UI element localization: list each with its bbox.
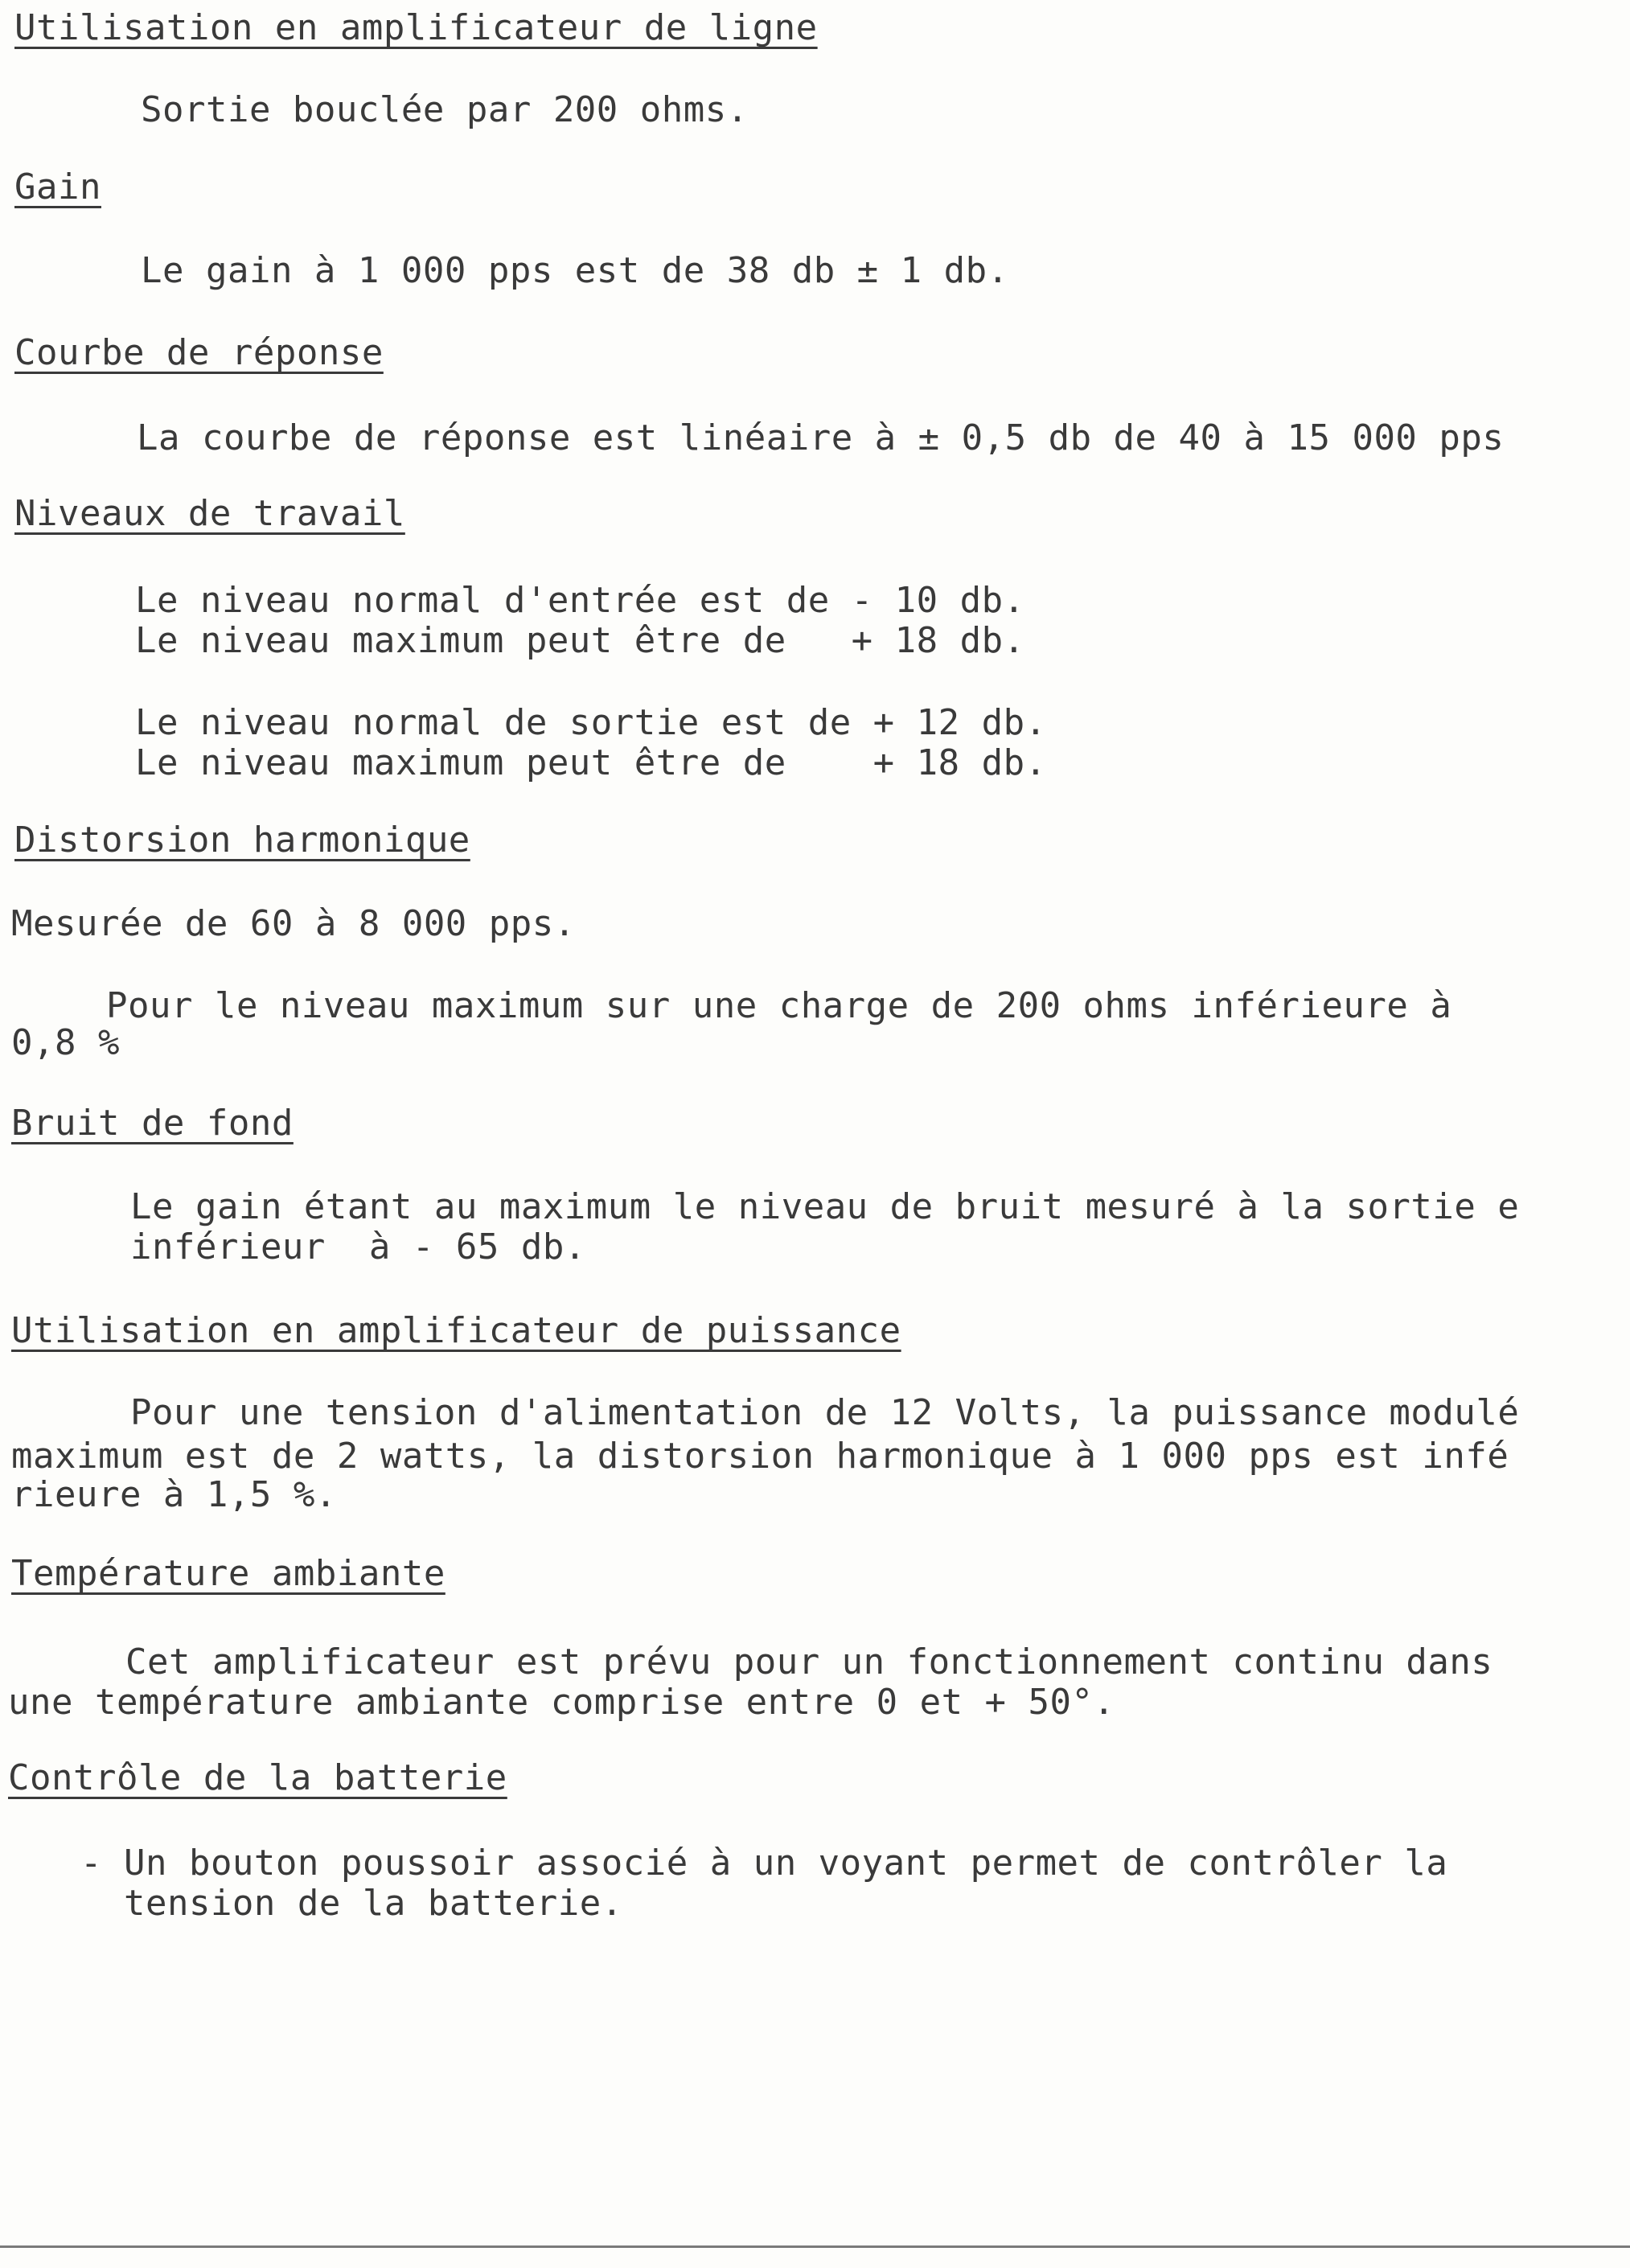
- heading-ambient-temperature: Température ambiante: [11, 1553, 445, 1594]
- heading-battery-check: Contrôle de la batterie: [8, 1757, 507, 1798]
- working-level-line: Le niveau normal de sortie est de + 12 db.: [135, 702, 1047, 743]
- heading-response-curve: Courbe de réponse: [14, 332, 384, 373]
- gain-text: Le gain à 1 000 pps est de 38 db ± 1 db.: [141, 250, 1009, 291]
- power-amplifier-line: Pour une tension d'alimentation de 12 Volts, la puissance modulé: [130, 1392, 1520, 1433]
- heading-background-noise: Bruit de fond: [11, 1103, 294, 1144]
- background-noise-line: Le gain étant au maximum le niveau de bruit mesuré à la sortie e: [130, 1186, 1520, 1227]
- line-amplifier-text: Sortie bouclée par 200 ohms.: [141, 89, 749, 130]
- ambient-temperature-line: Cet amplificateur est prévu pour un fonctionnement continu dans: [125, 1641, 1493, 1683]
- power-amplifier-line: rieure à 1,5 %.: [11, 1474, 337, 1515]
- heading-harmonic-distortion: Distorsion harmonique: [14, 820, 470, 861]
- harmonic-distortion-line: 0,8 %: [11, 1022, 120, 1063]
- working-level-line: Le niveau maximum peut être de + 18 db.: [135, 742, 1047, 783]
- working-level-line: Le niveau normal d'entrée est de - 10 db.: [135, 580, 1025, 621]
- response-curve-text: La courbe de réponse est linéaire à ± 0,5 db de 40 à 15 000 pps: [137, 417, 1505, 458]
- harmonic-distortion-text: Mesurée de 60 à 8 000 pps.: [11, 903, 576, 944]
- background-noise-line: inférieur à - 65 db.: [130, 1226, 586, 1268]
- battery-check-line: - Un bouton poussoir associé à un voyant permet de contrôler la: [80, 1843, 1448, 1884]
- heading-line-amplifier: Utilisation en amplificateur de ligne: [14, 7, 818, 48]
- heading-power-amplifier: Utilisation en amplificateur de puissance: [11, 1310, 901, 1351]
- working-level-line: Le niveau maximum peut être de + 18 db.: [135, 620, 1025, 661]
- battery-check-line: tension de la batterie.: [80, 1883, 623, 1924]
- power-amplifier-line: maximum est de 2 watts, la distorsion harmonique à 1 000 pps est infé: [11, 1436, 1509, 1477]
- ambient-temperature-line: une température ambiante comprise entre 0 et + 50°.: [8, 1682, 1115, 1723]
- page-bottom-rule: [0, 2245, 1630, 2248]
- heading-gain: Gain: [14, 166, 101, 207]
- harmonic-distortion-line: Pour le niveau maximum sur une charge de 200 ohms inférieure à: [106, 985, 1452, 1026]
- heading-working-levels: Niveaux de travail: [14, 493, 405, 534]
